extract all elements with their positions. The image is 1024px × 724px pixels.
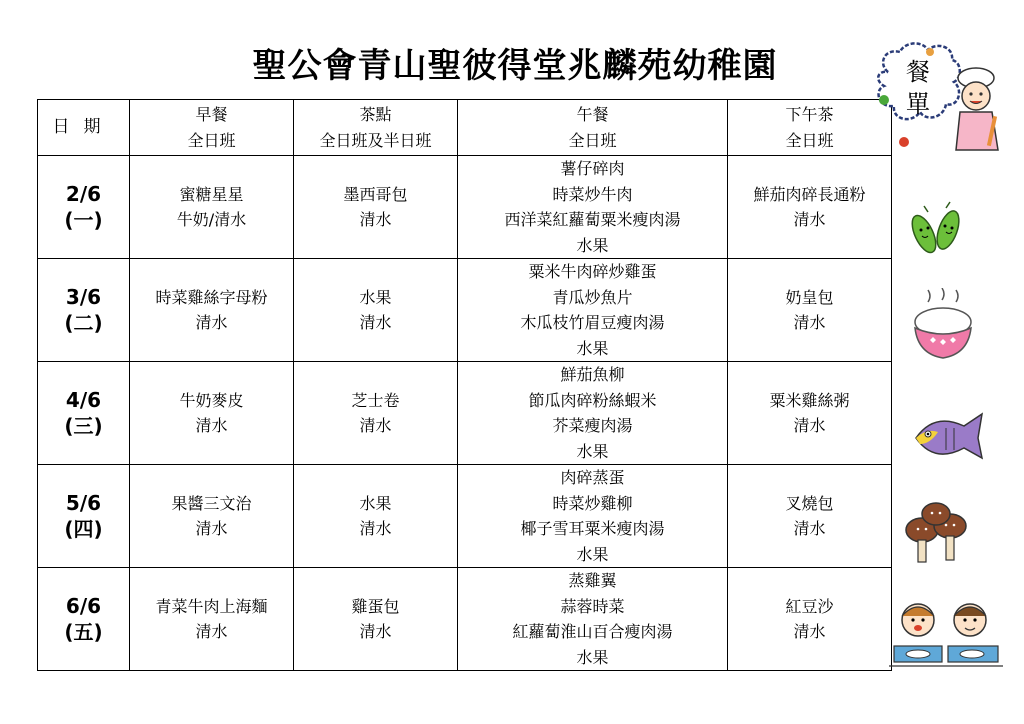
breakfast-cell	[130, 259, 294, 362]
menu-item: 薯仔碎肉	[560, 159, 625, 178]
weekday-label: (三)	[64, 414, 103, 438]
menu-item: 時菜雞絲字母粉	[155, 287, 268, 307]
header-breakfast-class: 全日班	[187, 130, 236, 150]
menu-item: 粟米牛肉碎炒雞蛋	[528, 262, 657, 281]
menu-item: 鮮茄肉碎長通粉	[753, 184, 866, 204]
menu-item: 清水	[359, 210, 392, 229]
menu-item: 清水	[793, 622, 826, 641]
date-label: 4/6	[65, 388, 102, 412]
menu-item: 清水	[793, 416, 826, 435]
weekday-label: (一)	[64, 208, 103, 232]
rice-bowl-icon	[906, 288, 980, 368]
menu-item: 水果	[576, 544, 609, 564]
menu-item: 蜜糖星星	[179, 184, 244, 204]
breakfast-cell	[130, 156, 294, 259]
menu-item: 清水	[195, 519, 228, 538]
header-snack-class: 全日班及半日班	[319, 130, 432, 150]
menu-item: 牛奶/清水	[176, 210, 247, 229]
menu-table	[37, 99, 892, 671]
menu-item: 清水	[359, 313, 392, 332]
menu-item: 紅豆沙	[785, 596, 834, 616]
weekday-label: (五)	[64, 620, 103, 644]
day-row	[38, 156, 892, 259]
menu-item: 果醬三文治	[171, 493, 252, 513]
breakfast-cell	[130, 568, 294, 671]
lunch-cell	[458, 259, 728, 362]
menu-item: 雞蛋包	[351, 596, 400, 616]
menu-item: 芥菜瘦肉湯	[552, 416, 633, 435]
header-lunch-class: 全日班	[568, 130, 617, 150]
day-row	[38, 568, 892, 671]
menu-item: 清水	[195, 622, 228, 641]
menu-item: 紅蘿蔔淮山百合瘦肉湯	[512, 622, 673, 641]
date-label: 2/6	[65, 182, 102, 206]
header-lunch	[458, 100, 728, 156]
date-label: 6/6	[65, 594, 102, 618]
day-row	[38, 259, 892, 362]
header-tea-label: 下午茶	[785, 105, 834, 124]
menu-item: 水果	[576, 338, 609, 358]
pea-pods-icon	[902, 200, 972, 260]
day-row	[38, 465, 892, 568]
date-label: 3/6	[65, 285, 102, 309]
tea-cell	[728, 156, 892, 259]
date-cell	[38, 568, 130, 671]
header-snack-label: 茶點	[359, 105, 392, 124]
menu-item: 奶皇包	[785, 287, 834, 307]
chef-girl-icon	[870, 42, 1000, 154]
day-row	[38, 362, 892, 465]
menu-item: 清水	[195, 313, 228, 332]
menu-item: 清水	[359, 622, 392, 641]
mushrooms-icon	[900, 496, 974, 570]
menu-item: 粟米雞絲粥	[769, 390, 850, 410]
breakfast-cell	[130, 465, 294, 568]
tea-cell	[728, 465, 892, 568]
header-snack	[294, 100, 458, 156]
snack-cell	[294, 568, 458, 671]
menu-item: 清水	[359, 519, 392, 538]
menu-item: 清水	[359, 416, 392, 435]
header-row	[38, 100, 892, 156]
menu-item: 芝士卷	[351, 390, 400, 410]
menu-item: 蒜蓉時菜	[560, 596, 625, 616]
lunch-cell	[458, 568, 728, 671]
tea-cell	[728, 259, 892, 362]
menu-item: 清水	[793, 210, 826, 229]
snack-cell	[294, 465, 458, 568]
menu-item: 清水	[195, 416, 228, 435]
date-cell	[38, 362, 130, 465]
date-cell	[38, 259, 130, 362]
menu-item: 肉碎蒸蛋	[560, 468, 625, 487]
menu-item: 水果	[359, 493, 392, 513]
tea-cell	[728, 568, 892, 671]
date-label: 5/6	[65, 491, 102, 515]
menu-item: 木瓜枝竹眉豆瘦肉湯	[520, 313, 665, 332]
menu-item: 水果	[359, 287, 392, 307]
menu-item: 青瓜炒魚片	[552, 287, 633, 307]
menu-item: 蒸雞翼	[568, 571, 617, 590]
header-date-label: 日期	[52, 117, 115, 138]
snack-cell	[294, 259, 458, 362]
menu-item: 青菜牛肉上海麵	[155, 596, 268, 616]
menu-item: 水果	[576, 441, 609, 461]
date-cell	[38, 465, 130, 568]
menu-item: 水果	[576, 235, 609, 255]
header-date	[38, 100, 130, 156]
kids-eating-icon	[888, 596, 1004, 670]
header-tea-class: 全日班	[785, 130, 834, 150]
page-title: 聖公會青山聖彼得堂兆麟苑幼稚園	[252, 46, 778, 86]
menu-item: 清水	[793, 519, 826, 538]
breakfast-cell	[130, 362, 294, 465]
menu-item: 節瓜肉碎粉絲蝦米	[528, 390, 657, 410]
header-tea	[728, 100, 892, 156]
header-breakfast-label: 早餐	[195, 105, 228, 124]
menu-item: 時菜炒雞柳	[552, 493, 633, 513]
badge-char-2: 單	[906, 90, 930, 118]
menu-item: 時菜炒牛肉	[552, 184, 633, 204]
snack-cell	[294, 362, 458, 465]
weekday-label: (四)	[64, 517, 103, 541]
menu-item: 清水	[793, 313, 826, 332]
badge-char-1: 餐	[906, 58, 930, 86]
header-breakfast	[130, 100, 294, 156]
menu-item: 水果	[576, 647, 609, 667]
date-cell	[38, 156, 130, 259]
menu-item: 鮮茄魚柳	[560, 365, 625, 384]
menu-item: 牛奶麥皮	[179, 390, 244, 410]
lunch-cell	[458, 362, 728, 465]
menu-item: 椰子雪耳粟米瘦肉湯	[520, 519, 665, 538]
lunch-cell	[458, 465, 728, 568]
menu-item: 西洋菜紅蘿蔔粟米瘦肉湯	[504, 210, 681, 229]
menu-item: 墨西哥包	[343, 184, 408, 204]
weekday-label: (二)	[64, 311, 103, 335]
fish-icon	[910, 408, 986, 464]
menu-item: 叉燒包	[785, 493, 834, 513]
header-lunch-label: 午餐	[576, 105, 609, 124]
tea-cell	[728, 362, 892, 465]
snack-cell	[294, 156, 458, 259]
lunch-cell	[458, 156, 728, 259]
